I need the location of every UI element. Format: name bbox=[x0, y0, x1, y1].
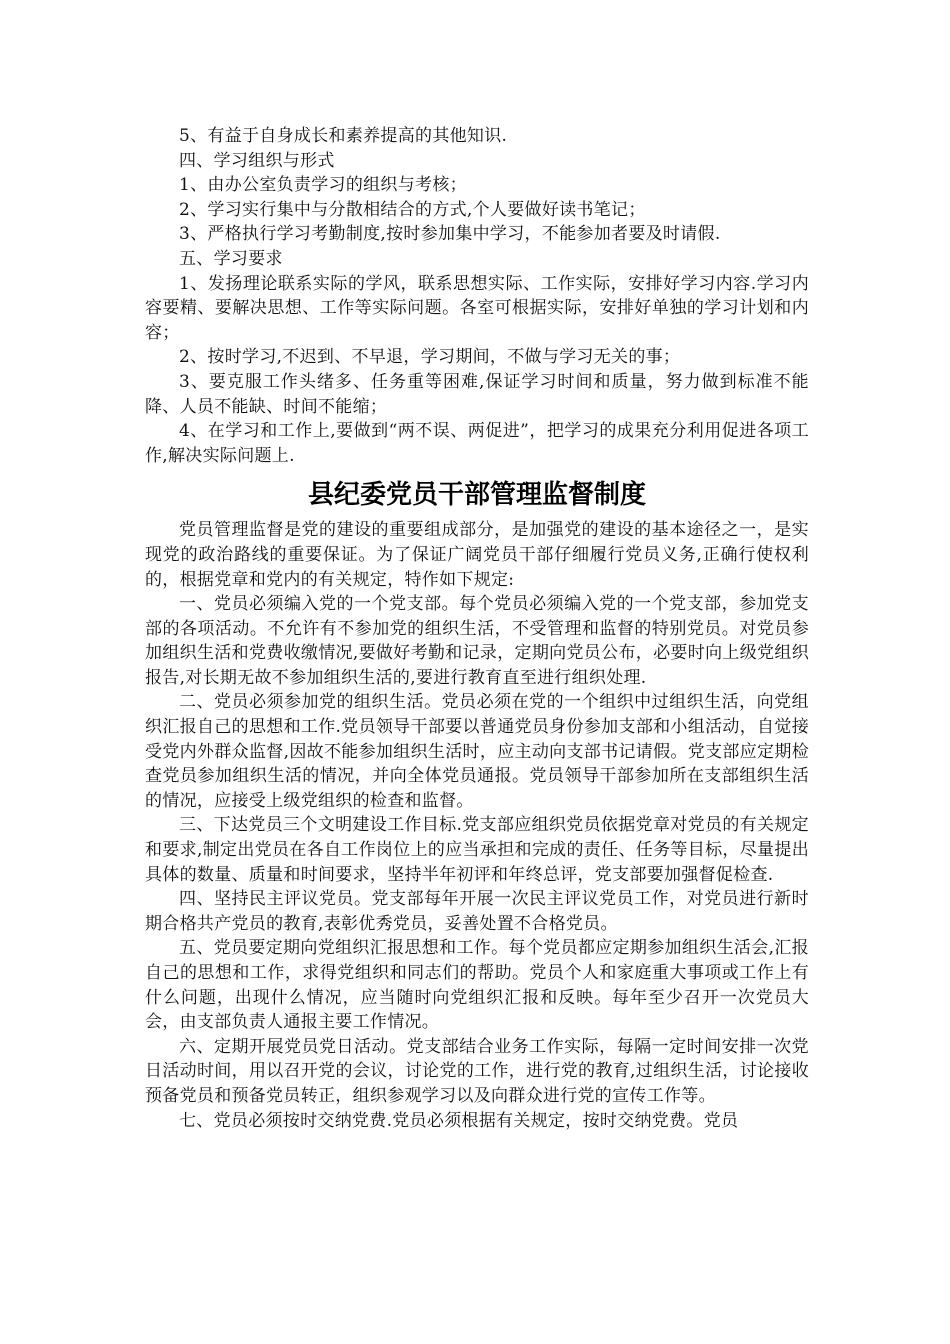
paragraph: 二、党员必须参加党的组织生活。党员必须在党的一个组织中过组织生活，向党组织汇报自己的思想和工作.党员领导干部要以普通党员身份参加支部和小组活动，自觉接受党内外群众监督,因故不能参加组织生活时，应主动向支部书记请假。党支部应定期检查党员参加组织生活的情况，并向全体党员通报。党员领导干部参加所在支部组织生活的情况，应接受上级党组织的检查和监督。 bbox=[145, 692, 809, 811]
paragraph: 5、有益于自身成长和素养提高的其他知识. bbox=[179, 126, 508, 146]
section-heading: 四、学习组织与形式 bbox=[179, 150, 335, 171]
document-body bbox=[145, 124, 809, 1133]
paragraph: 2、学习实行集中与分散相结合的方式,个人要做好读书笔记； bbox=[179, 199, 646, 220]
intro-paragraph: 党员管理监督是党的建设的重要组成部分，是加强党的建设的基本途径之一，是实现党的政治路线的重要保证。为了保证广阔党员干部仔细履行党员义务,正确行使权利的，根据党章和党内的有关规定，特作如下规定: bbox=[145, 520, 809, 590]
section-heading: 五、学习要求 bbox=[179, 248, 283, 269]
paragraph: 4、在学习和工作上,要做到“两不误、两促进”，把学习的成果充分利用促进各项工作,解决实际问题上. bbox=[145, 421, 809, 466]
paragraph: 六、定期开展党员党日活动。党支部结合业务工作实际，每隔一定时间安排一次党日活动时间，用以召开党的会议，讨论党的工作，进行党的教育,过组织生活，讨论接收预备党员和预备党员转正，组织参观学习以及向群众进行党的宣传工作等。 bbox=[145, 1036, 809, 1106]
paragraph: 3、要克服工作头绪多、任务重等困难,保证学习时间和质量，努力做到标准不能降、人员不能缺、时间不能缩； bbox=[145, 371, 809, 417]
paragraph: 1、由办公室负责学习的组织与考核； bbox=[179, 175, 467, 196]
paragraph: 3、严格执行学习考勤制度,按时参加集中学习，不能参加者要及时请假. bbox=[179, 224, 721, 245]
paragraph: 三、下达党员三个文明建设工作目标.党支部应组织党员依据党章对党员的有关规定和要求,制定出党员在各自工作岗位上的应当承担和完成的责任、任务等目标，尽量提出具体的数量、质量和时间要求，坚持半年初评和年终总评，党支部要加强督促检查. bbox=[145, 815, 809, 885]
paragraph: 2、按时学习,不迟到、不早退，学习期间，不做与学习无关的事； bbox=[179, 347, 681, 368]
paragraph: 1、发扬理论联系实际的学风，联系思想实际、工作实际，安排好学习内容.学习内容要精、要解决思想、工作等实际问题。各室可根据实际，安排好单独的学习计划和内容； bbox=[145, 273, 809, 343]
paragraph: 一、党员必须编入党的一个党支部。每个党员必须编入党的一个党支部，参加党支部的各项活动。不允许有不参加党的组织生活，不受管理和监督的特别党员。对党员参加组织生活和党费收缴情况,要做好考勤和记录，定期向党员公布，必要时向上级党组织报告,对长期无故不参加组织生活的,要进行教育直至进行组织处理. bbox=[145, 594, 809, 688]
document-title: 县纪委党员干部管理监督制度 bbox=[307, 480, 646, 511]
paragraph: 七、党员必须按时交纳党费.党员必须根据有关规定，按时交纳党费。党员 bbox=[179, 1110, 739, 1131]
paragraph: 四、坚持民主评议党员。党支部每年开展一次民主评议党员工作，对党员进行新时期合格共产党员的教育,表彰优秀党员，妥善处置不合格党员。 bbox=[145, 889, 809, 934]
paragraph: 五、党员要定期向党组织汇报思想和工作。每个党员都应定期参加组织生活会,汇报自己的思想和工作，求得党组织和同志们的帮助。党员个人和家庭重大事项或工作上有什么问题，出现什么情况，应当随时向党组织汇报和反映。每年至少召开一次党员大会，由支部负责人通报主要工作情况。 bbox=[145, 938, 809, 1033]
